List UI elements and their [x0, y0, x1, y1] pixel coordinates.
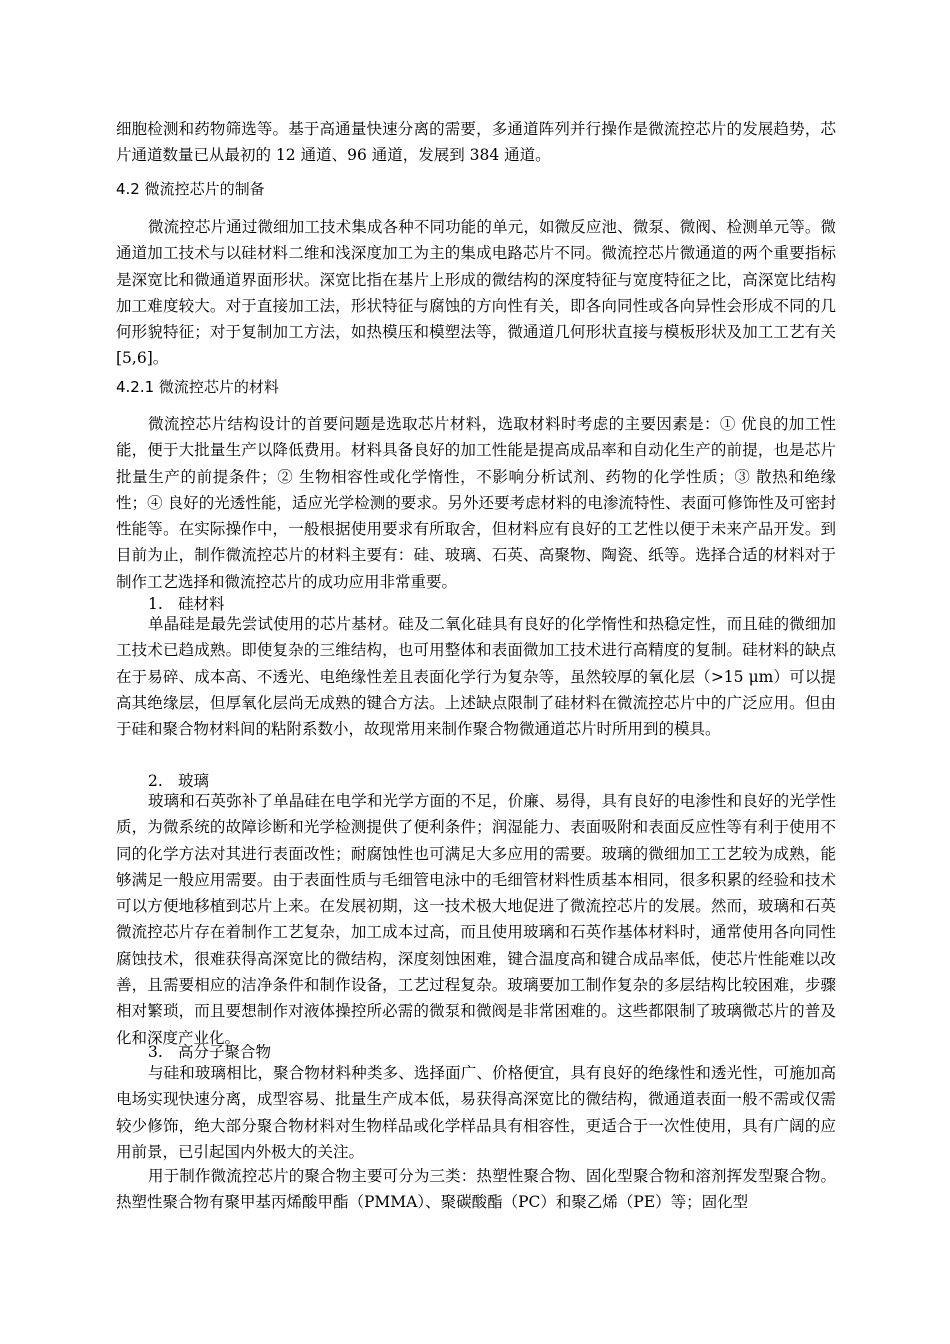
- paragraph-polymer-types: 用于制作微流控芯片的聚合物主要可分为三类：热塑性聚合物、固化型聚合物和溶剂挥发型聚合物。热塑性聚合物有聚甲基丙烯酸甲酯（PMMA）、聚碳酸酯（PC）和聚乙烯（PE）等；固化型: [116, 1167, 836, 1212]
- paragraph-materials: 微流控芯片结构设计的首要问题是选取芯片材料，选取材料时考虑的主要因素是：① 优良的加工性能，便于大批量生产以降低费用。材料具备良好的加工性能是提高成品率和自动化生产的前提，也是芯片批量生产的前提条件；② 生物相容性或化学惰性，不影响分析试剂、药物的化学性质；③ 散热和绝缘性；④ 良好的光透性能，适应光学检测的要求。另外还要考虑材料的电渗流特性、表面可修饰性及可密封性能等。在实际操作中，一般根据使用要求有所取舍，但材料应有良好的工艺性以便于未来产品开发。到目前为止，制作微流控芯片的材料主要有：硅、玻璃、石英、高聚物、陶瓷、纸等。选择合适的材料对于制作工艺选择和微流控芯片的成功应用非常重要。: [116, 415, 836, 591]
- list-label: 硅材料: [178, 595, 225, 613]
- paragraph-intro: 细胞检测和药物筛选等。基于高通量快速分离的需要，多通道阵列并行操作是微流控芯片的发展趋势，芯片通道数量已从最初的 12 通道、96 通道，发展到 384 通道。: [116, 120, 836, 165]
- list-number: 3.: [148, 1043, 163, 1061]
- section-heading-4-2-1: 4.2.1 微流控芯片的材料: [116, 378, 279, 396]
- list-number: 2.: [148, 772, 163, 790]
- paragraph-silicon: 单晶硅是最先尝试使用的芯片基材。硅及二氧化硅具有良好的化学惰性和热稳定性，而且硅的微细加工技术已趋成熟。即使复杂的三维结构，也可用整体和表面微加工技术进行高精度的复制。硅材料的缺点在于易碎、成本高、不透光、电绝缘性差且表面化学行为复杂等，虽然较厚的氧化层（>15 μm）可以提高其绝缘层，但厚氧化层尚无成熟的键合方法。上述缺点限制了硅材料在微流控芯片中的广泛应用。但由于硅和聚合物材料间的粘附系数小，故现常用来制作聚合物微通道芯片时所用到的模具。: [116, 615, 836, 739]
- paragraph-fabrication: 微流控芯片通过微细加工技术集成各种不同功能的单元，如微反应池、微泵、微阀、检测单元等。微通道加工技术与以硅材料二维和浅深度加工为主的集成电路芯片不同。微流控芯片微通道的两个重要指标是深宽比和微通道界面形状。深宽比指在基片上形成的微结构的深度特征与宽度特征之比，高深宽比结构加工难度较大。对于直接加工法，形状特征与腐蚀的方向性有关，即各向同性或各向异性会形成不同的几何形貌特征；对于复制加工方法，如热模压和模塑法等，微通道几何形状直接与模板形状及加工工艺有关[5,6]。: [116, 218, 836, 368]
- list-label: 玻璃: [178, 772, 210, 790]
- paragraph-polymer: 与硅和玻璃相比，聚合物材料种类多、选择面广、价格便宜，具有良好的绝缘性和透光性，可施加高电场实现快速分离，成型容易、批量生产成本低，易获得高深宽比的微结构，微通道表面一般不需或仅需较少修饰，绝大部分聚合物材料对生物样品或化学样品具有相容性，更适合于一次性使用，具有广阔的应用前景，已引起国内外极大的关注。: [116, 1064, 836, 1161]
- paragraph-glass: 玻璃和石英弥补了单晶硅在电学和光学方面的不足，价廉、易得，具有良好的电渗性和良好的光学性质，为微系统的故障诊断和光学检测提供了便利条件；润湿能力、表面吸附和表面反应性等有利于使用不同的化学方法对其进行表面改性；耐腐蚀性也可满足大多应用的需要。玻璃的微细加工工艺较为成熟，能够满足一般应用需要。由于表面性质与毛细管电泳中的毛细管材料性质基本相同，很多积累的经验和技术可以方便地移植到芯片上来。在发展初期，这一技术极大地促进了微流控芯片的发展。然而，玻璃和石英微流控芯片存在着制作工艺复杂，加工成本过高，而且使用玻璃和石英作基体材料时，通常使用各向同性腐蚀技术，很难获得高深宽比的微结构，深度刻蚀困难，键合温度高和键合成品率低，使芯片性能难以改善，且需要相应的洁净条件和制作设备，工艺过程复杂。玻璃要加工制作复杂的多层结构比较困难，步骤相对繁琐，而且要想制作对液体操控所必需的微泵和微阀是非常困难的。这些都限制了玻璃微芯片的普及化和深度产业化。: [116, 792, 836, 1047]
- list-number: 1.: [148, 595, 163, 613]
- section-heading-4-2: 4.2 微流控芯片的制备: [116, 180, 265, 198]
- list-label: 高分子聚合物: [178, 1043, 272, 1061]
